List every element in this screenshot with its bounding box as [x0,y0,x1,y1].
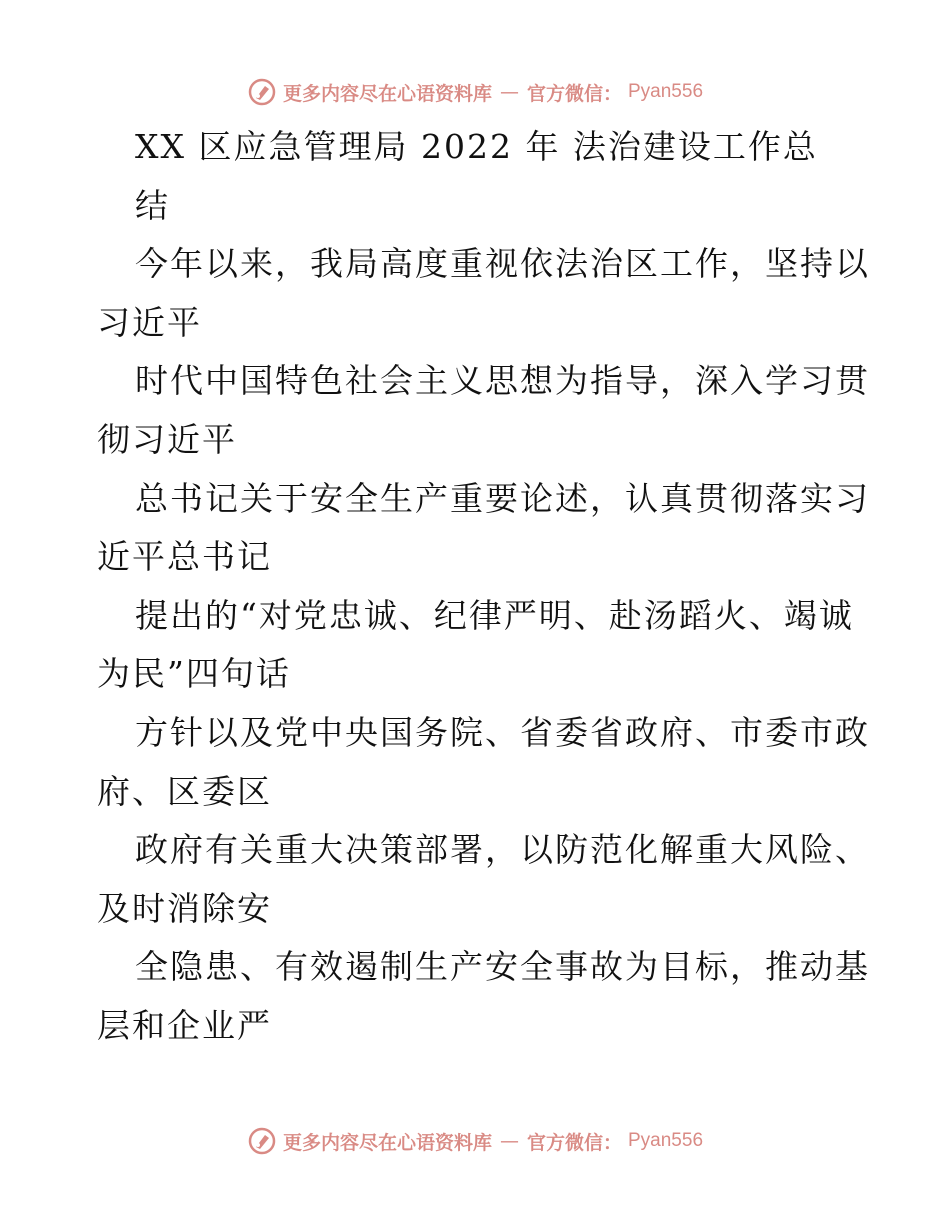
paragraph-line: 习近平 [97,302,202,342]
watermark-wechat-label: 官方微信： [526,82,622,105]
header-watermark [0,72,950,112]
watermark-wechat-label: 官方微信： [526,1131,622,1154]
watermark-separator: — [499,1130,519,1152]
paragraph-line: 层和企业严 [97,1005,272,1045]
watermark-site-text: 更多内容尽在心语资料库 [282,1131,492,1154]
paragraph-line: 政府有关重大决策部署，以防范化解重大风险、 [135,830,870,870]
pen-nib-logo-icon [247,1126,277,1156]
paragraph-line: 近平总书记 [97,537,272,577]
document-body [97,125,870,1063]
paragraph-line: 全隐患、有效遏制生产安全事故为目标，推动基 [135,947,870,987]
paragraph-line: 今年以来，我局高度重视依法治区工作，坚持以 [135,244,870,284]
footer-watermark [0,1121,950,1161]
paragraph-line: 时代中国特色社会主义思想为指导，深入学习贯 [135,361,870,401]
watermark-wechat-id: Pyan556 [628,1130,704,1151]
document-title-line-2: 结 [135,185,170,225]
paragraph-line: 提出的“对党忠诚、纪律严明、赴汤蹈火、竭诚 [135,595,854,635]
watermark-separator: — [499,81,519,103]
pen-nib-logo-icon [247,77,277,107]
paragraph-line: 为民”四句话 [97,654,291,694]
paragraph-line: 方针以及党中央国务院、省委省政府、市委市政 [135,712,870,752]
watermark-site-text: 更多内容尽在心语资料库 [282,82,492,105]
document-title-line-1: XX 区应急管理局 2022 年 法治建设工作总 [135,127,818,166]
paragraph-line: 总书记关于安全生产重要论述，认真贯彻落实习 [135,478,870,518]
paragraph-line: 府、区委区 [97,771,272,811]
paragraph-line: 彻习近平 [97,419,237,459]
paragraph-line: 及时消除安 [97,888,272,928]
watermark-wechat-id: Pyan556 [628,81,704,102]
